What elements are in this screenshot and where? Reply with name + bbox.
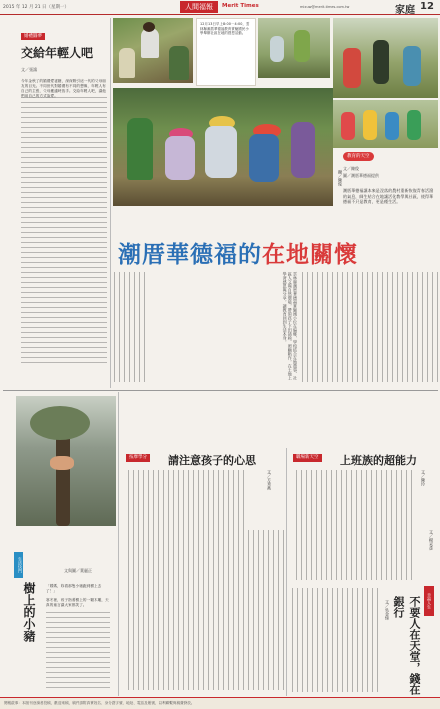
column-divider — [110, 18, 111, 388]
logo-text: 人間福報 — [185, 3, 213, 11]
photo-kids-planting — [113, 18, 193, 83]
intro-box — [196, 18, 256, 86]
mid-body-lines — [124, 470, 244, 690]
footer-bar — [0, 697, 440, 709]
newspaper-logo — [180, 1, 218, 13]
footer-text: 閱報啟事：本版刊登讀者投稿，歡迎來稿，稿件請附真實姓名、身分證字號、地址、電話及帳號，以利聯繫與稿費發放。 — [4, 701, 195, 705]
contact-email: mixuw@merit-times.com.tw — [300, 5, 350, 9]
far-right-byline: 文／楊采彥 — [429, 530, 434, 550]
far-right-title: 不要人在天堂，錢在銀行 — [392, 596, 421, 695]
headline-part-b: 在地關懷 — [262, 241, 358, 268]
photo-credit: 攝／陳俊 — [338, 170, 343, 186]
far-right-body-lines — [292, 588, 378, 692]
photo-kids-dancing — [333, 18, 438, 98]
mid-badge-text: 按摩學分 — [129, 455, 147, 460]
page-number: 12 — [420, 1, 434, 12]
far-right-badge-text: 幸福人生 — [427, 593, 432, 609]
bottom-divider-2 — [286, 448, 287, 696]
right-badge-text: 職場新天空 — [296, 455, 319, 460]
photo-caption: 文與圖／葉麗正 — [64, 568, 92, 573]
section-divider — [3, 390, 438, 391]
left-article — [3, 19, 107, 369]
right-badge — [293, 454, 322, 462]
right-body-lines — [292, 470, 412, 580]
bottom-divider-1 — [118, 392, 119, 696]
feature-byline-2: 圖／潮厝華德福提供 — [343, 173, 379, 178]
feature-body-right — [300, 272, 438, 382]
story-title: 樹上的小豬 — [22, 582, 36, 642]
mid-badge — [126, 454, 150, 462]
story-body-lines — [46, 612, 110, 692]
section-name: 家庭 — [395, 5, 415, 16]
right-byline: 文／陳玲 — [421, 470, 426, 486]
mid-byline: 文／方秀燕 — [267, 470, 272, 490]
far-right-badge — [424, 586, 434, 616]
feature-body: 雲林縣潮厝華德福實驗國小位在偏鄉，學校結合在地農事、社區人文與自然環境，帶領孩子下田插秧、照顧稻作，在土地上學習感恩與分享，讓教育回到生活本身。 — [282, 272, 298, 380]
section-badge — [21, 33, 45, 40]
far-right-byline-2: 文／吳金悌 — [385, 600, 390, 620]
mid-title: 請注意孩子的心思 — [168, 454, 256, 467]
photo-kids-row — [333, 100, 438, 148]
article-byline: 文／張鴻 — [21, 67, 37, 72]
feature-body-left — [113, 272, 145, 382]
feature-summary: 潮厝華德福讓本來是沒落的農村重新恢復青春活潑的氣息，師生結合在地讓活化教學與社區，使得華德福不只是教育，更是種生活。 — [343, 188, 434, 205]
photo-rice-field — [113, 88, 333, 206]
feature-tag-text: 教育的天空 — [347, 154, 370, 159]
photo-kids-running — [258, 18, 330, 78]
headline-part-a: 潮厝華德福的 — [118, 241, 262, 268]
feature-headline — [118, 236, 438, 268]
story-quote: 「媽媽，妳看那隻小豬跑到樹上去了！」 — [46, 584, 102, 593]
logo-english: Merit Times — [222, 3, 259, 9]
issue-date: 2015 年 12 月 21 日（星期一） — [3, 5, 70, 10]
mid-body-lines-2 — [248, 530, 284, 690]
article-body: 今年金秋了的婚禮愛祕籍，深深吸引這一代的父母朋友的目光。不同世代對婚禮有不同的想像，年輕人有自己的主張，父母應適時放手。交給年輕人吧，讓他們用自己的方式說愛。 — [21, 79, 106, 98]
story-tag — [14, 552, 23, 578]
feature-byline-1: 文／陳俊 — [343, 166, 359, 171]
intro-text: 12月13日早上8:00－4:00，雲林縣潮厝華德福教育實驗國民小學舉辦社區在地的感恩活動。 — [200, 22, 250, 36]
header-bar — [0, 0, 440, 15]
article-title: 交給年輕人吧 — [21, 46, 94, 60]
feature-tag — [343, 152, 374, 161]
story-tag-text: 生活快門 — [18, 557, 23, 573]
right-title: 上班族的超能力 — [340, 454, 417, 467]
story-body: 寒冬裡，孩子指著樹上的一顆木雕，天真的童言讓大家都笑了。 — [46, 598, 109, 607]
photo-tree-pig — [16, 396, 116, 526]
badge-text: 婚禮圓夢 — [24, 34, 42, 39]
article-body-lines — [21, 97, 107, 365]
